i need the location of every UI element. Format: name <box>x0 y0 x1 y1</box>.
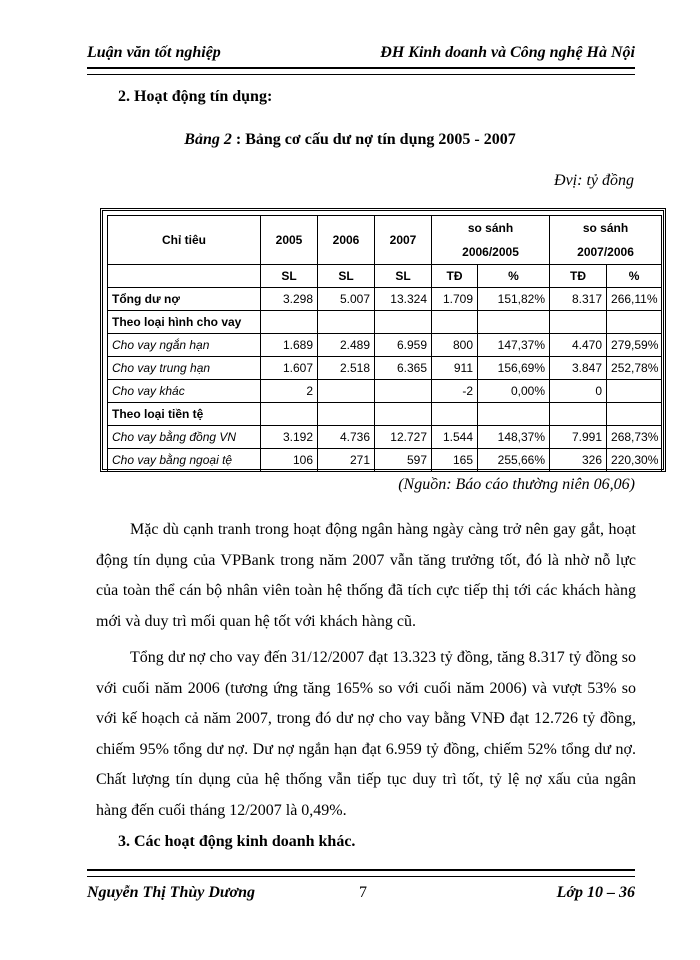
subheader-cell: SL <box>261 265 318 288</box>
table-row <box>108 380 662 403</box>
table-cell <box>318 380 375 403</box>
subheader-cell <box>108 265 261 288</box>
table-cell: 151,82% <box>478 288 550 311</box>
row-label: Cho vay trung hạn <box>108 357 261 380</box>
credit-table <box>107 215 662 472</box>
table-cell: 165 <box>432 449 478 472</box>
table-cell <box>607 311 662 334</box>
subheader-cell: TĐ <box>432 265 478 288</box>
table-cell: 1.607 <box>261 357 318 380</box>
table-cell: 271 <box>318 449 375 472</box>
row-label: Cho vay khác <box>108 380 261 403</box>
table-cell: 911 <box>432 357 478 380</box>
table-cell <box>318 311 375 334</box>
table-cell <box>261 311 318 334</box>
subheader-cell: TĐ <box>550 265 607 288</box>
table-cell: 1.689 <box>261 334 318 357</box>
page-number: 7 <box>359 884 367 901</box>
table-cell: 1.544 <box>432 426 478 449</box>
header-indicator: Chỉ tiêu <box>108 216 261 265</box>
table-cell: 3.847 <box>550 357 607 380</box>
table-cell <box>318 403 375 426</box>
header-compare-title: so sánh <box>467 221 514 235</box>
table-cell: 800 <box>432 334 478 357</box>
table-cell: -2 <box>432 380 478 403</box>
header-university: ĐH Kinh doanh và Công nghệ Hà Nội <box>380 44 635 61</box>
table-cell: 147,37% <box>478 334 550 357</box>
table-row <box>108 449 662 472</box>
footer-author: Nguyễn Thị Thùy Dương <box>87 884 255 901</box>
page-footer <box>87 884 635 904</box>
table-cell <box>261 403 318 426</box>
header-year: 2005 <box>261 216 318 265</box>
subheader-row <box>108 265 662 288</box>
header-compare-2007-2006 <box>550 216 662 265</box>
table-cell: 0,00% <box>478 380 550 403</box>
table-cell: 8.317 <box>550 288 607 311</box>
row-label: Theo loại hình cho vay <box>108 311 261 334</box>
table-cell: 252,78% <box>607 357 662 380</box>
table-cell: 3.298 <box>261 288 318 311</box>
table-caption-text: Bảng cơ cấu dư nợ tín dụng 2005 - 2007 <box>245 131 516 148</box>
row-label: Tổng dư nợ <box>108 288 261 311</box>
table-cell <box>375 380 432 403</box>
header-compare-2006-2005 <box>432 216 550 265</box>
table-cell: 106 <box>261 449 318 472</box>
table-row <box>108 288 662 311</box>
row-label: Cho vay bằng đồng VN <box>108 426 261 449</box>
header-year: 2007 <box>375 216 432 265</box>
paragraph-credit-growth: Mặc dù cạnh tranh trong hoạt động ngân hàng ngày càng trở nên gay gắt, hoạt động tín dụng của VPBank trong năm 2007 vẫn tăng trưởng tốt, đó là nhờ nỗ lực của toàn thể cán bộ nhân viên toàn hệ thống đã tích cực tiếp thị tới các khách hàng mới và duy trì mối quan hệ tốt với khách hàng cũ. <box>96 521 636 630</box>
footer-rule <box>87 869 635 877</box>
table-caption-label: Bảng 2 <box>184 131 232 148</box>
table-cell: 7.991 <box>550 426 607 449</box>
paragraph-outstanding-loans: Tổng dư nợ cho vay đến 31/12/2007 đạt 13.323 tỷ đồng, tăng 8.317 tỷ đồng so với cuối năm 2006 (tương ứng tăng 165% so với cuối năm 2006) và vượt 53% so với kế hoạch cả năm 2007, trong đó dư nợ cho vay bằng VNĐ đạt 12.726 tỷ đồng, chiếm 95% tổng dư nợ. Dư nợ ngắn hạn đạt 6.959 tỷ đồng, chiếm 52% tổng dư nợ. Chất lượng tín dụng của hệ thống vẫn tiếp tục duy trì tốt, tỷ lệ nợ xấu của ngân hàng đến cuối tháng 12/2007 là 0,49%. <box>96 649 636 819</box>
table-cell: 255,66% <box>478 449 550 472</box>
table-cell: 1.709 <box>432 288 478 311</box>
table-frame <box>100 208 666 472</box>
table-cell: 268,73% <box>607 426 662 449</box>
table-row <box>108 426 662 449</box>
table-cell <box>607 403 662 426</box>
header-rule <box>87 67 635 75</box>
row-label: Cho vay ngắn hạn <box>108 334 261 357</box>
table-cell: 148,37% <box>478 426 550 449</box>
subheader-cell: % <box>478 265 550 288</box>
table-cell: 5.007 <box>318 288 375 311</box>
table-cell <box>550 403 607 426</box>
header-compare-period: 2007/2006 <box>577 245 634 259</box>
header-thesis-label: Luận văn tốt nghiệp <box>87 44 221 61</box>
table-cell: 597 <box>375 449 432 472</box>
table-cell <box>432 311 478 334</box>
table-cell: 6.365 <box>375 357 432 380</box>
table-row <box>108 334 662 357</box>
table-cell: 0 <box>550 380 607 403</box>
table-source-note: (Nguồn: Báo cáo thường niên 06,06) <box>398 476 635 493</box>
section-2-heading: 2. Hoạt động tín dụng: <box>118 88 273 105</box>
table-cell: 13.324 <box>375 288 432 311</box>
subheader-cell: SL <box>375 265 432 288</box>
section-3-heading: 3. Các hoạt động kinh doanh khác. <box>118 833 356 850</box>
subheader-cell: SL <box>318 265 375 288</box>
unit-label: Đvị: tỷ đồng <box>554 172 634 189</box>
table-cell: 266,11% <box>607 288 662 311</box>
table-cell <box>478 311 550 334</box>
table-cell <box>375 403 432 426</box>
row-label: Cho vay bằng ngoại tệ <box>108 449 261 472</box>
header-year: 2006 <box>318 216 375 265</box>
table-cell: 6.959 <box>375 334 432 357</box>
table-cell <box>478 403 550 426</box>
table-cell <box>550 311 607 334</box>
header-compare-period: 2006/2005 <box>462 245 519 259</box>
table-caption-sep: : <box>231 131 246 148</box>
table-row <box>108 311 662 334</box>
table-cell <box>432 403 478 426</box>
subheader-cell: % <box>607 265 662 288</box>
table-cell: 2 <box>261 380 318 403</box>
table-cell: 220,30% <box>607 449 662 472</box>
table-cell: 3.192 <box>261 426 318 449</box>
table-cell: 279,59% <box>607 334 662 357</box>
table-cell: 156,69% <box>478 357 550 380</box>
table-cell: 326 <box>550 449 607 472</box>
table-cell: 12.727 <box>375 426 432 449</box>
page-header <box>87 40 635 62</box>
footer-class: Lớp 10 – 36 <box>556 884 635 901</box>
table-cell: 4.470 <box>550 334 607 357</box>
table-cell: 2.489 <box>318 334 375 357</box>
table-cell <box>607 380 662 403</box>
table-cell: 4.736 <box>318 426 375 449</box>
table-cell <box>375 311 432 334</box>
table-cell: 2.518 <box>318 357 375 380</box>
table-caption <box>0 131 700 149</box>
table-row <box>108 357 662 380</box>
table-row <box>108 403 662 426</box>
header-compare-title: so sánh <box>582 221 629 235</box>
row-label: Theo loại tiền tệ <box>108 403 261 426</box>
